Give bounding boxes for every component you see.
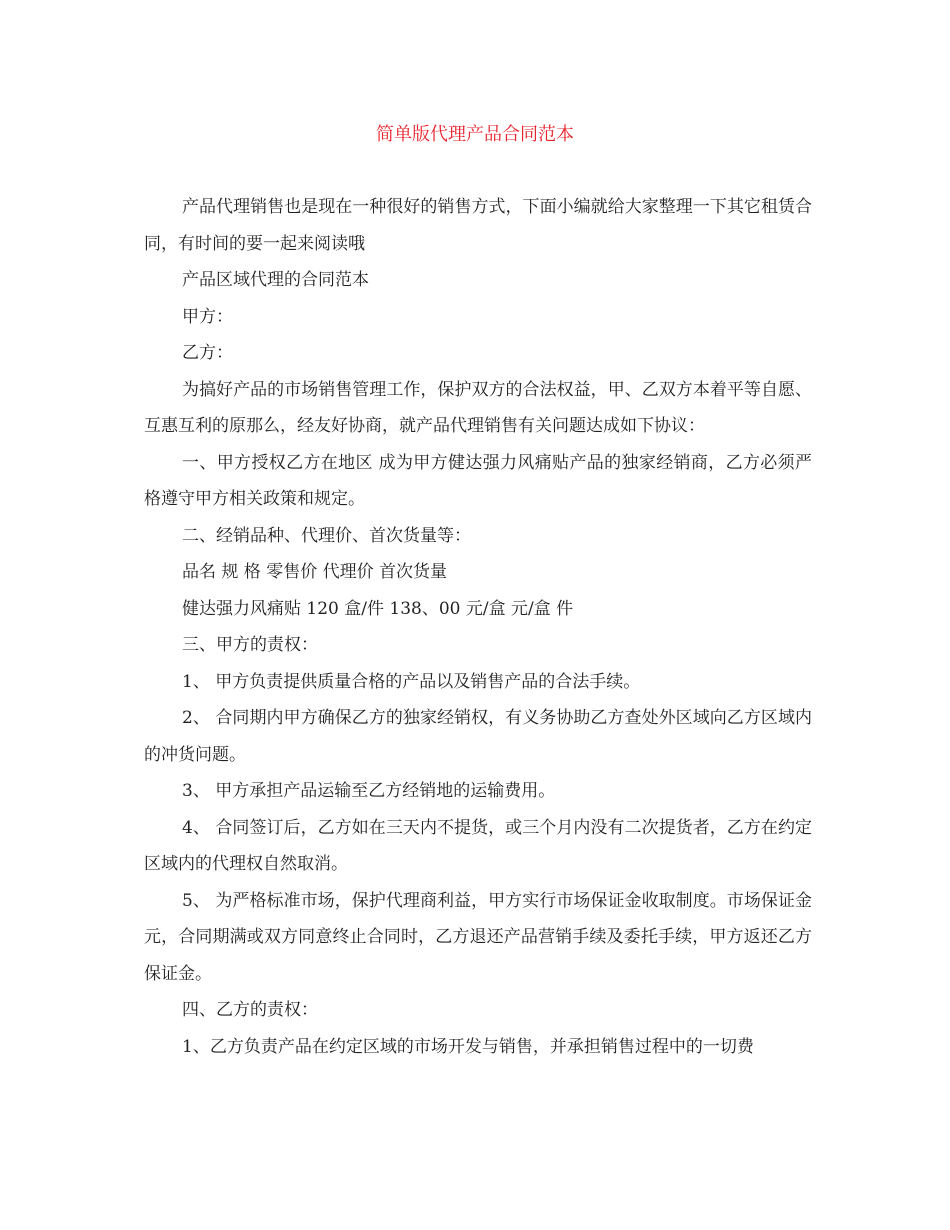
document-title: 简单版代理产品合同范本	[376, 124, 574, 145]
party-a-line: 甲方：	[182, 306, 233, 327]
clause-1: 一、甲方授权乙方在地区 成为甲方健达强力风痛贴产品的独家经销商，乙方必须严格遵守甲方相关政策和规定。	[144, 452, 812, 509]
clause-4-heading: 四、乙方的责权：	[182, 1000, 318, 1020]
clause-3-item-3: 3、 甲方承担产品运输至乙方经销地的运输费用。	[182, 781, 556, 801]
product-table-header: 品名 规 格 零售价 代理价 首次货量	[182, 562, 448, 582]
clause-3-item-2: 2、 合同期内甲方确保乙方的独家经销权，有义务协助乙方查处外区域向乙方区域内的冲货问题。	[144, 708, 812, 765]
preamble-paragraph: 为搞好产品的市场销售管理工作，保护双方的合法权益，甲、乙双方本着平等自愿、互惠互利的原那么，经友好协商，就产品代理销售有关问题达成如下协议：	[144, 379, 812, 436]
party-b-line: 乙方：	[182, 343, 233, 363]
clause-3-item-1: 1、 甲方负责提供质量合格的产品以及销售产品的合法手续。	[182, 671, 641, 692]
clause-3-heading: 三、甲方的责权：	[182, 635, 318, 655]
clause-4-item-1: 1、乙方负责产品在约定区域的市场开发与销售，并承担销售过程中的一切费	[182, 1036, 754, 1057]
intro-paragraph: 产品代理销售也是现在一种很好的销售方式，下面小编就给大家整理一下其它租赁合同，有时间的要一起来阅读哦	[144, 197, 812, 254]
contract-heading: 产品区域代理的合同范本	[182, 270, 369, 290]
clause-3-item-5: 5、 为严格标准市场，保护代理商利益，甲方实行市场保证金收取制度。市场保证金 元，合同期满或双方同意终止合同时，乙方退还产品营销手续及委托手续，甲方返还乙方保证金。	[144, 890, 812, 984]
clause-2-heading: 二、经销品种、代理价、首次货量等：	[182, 525, 471, 546]
product-table-row: 健达强力风痛贴 120 盒/件 138、00 元/盒 元/盒 件	[182, 598, 574, 619]
clause-3-item-4: 4、 合同签订后，乙方如在三天内不提货，或三个月内没有二次提货者，乙方在约定区域内的代理权自然取消。	[144, 817, 812, 874]
document-body	[144, 189, 812, 1065]
